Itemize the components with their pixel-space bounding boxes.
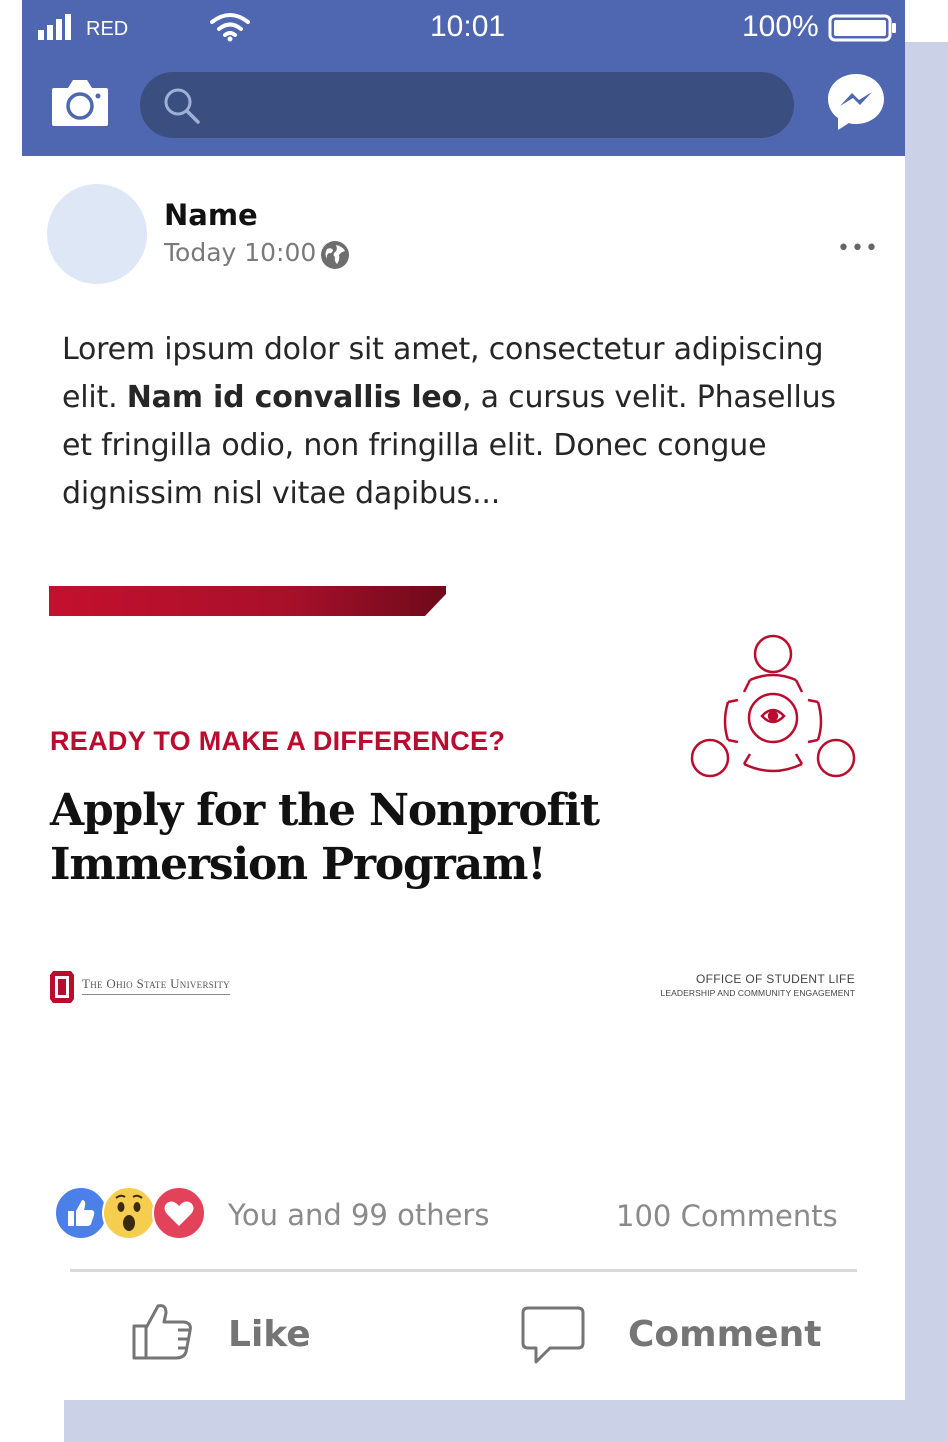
messenger-icon[interactable] (826, 72, 886, 132)
signal-icon (36, 14, 76, 40)
comment-bubble-icon (520, 1304, 586, 1368)
phone-screen (22, 0, 905, 1400)
carrier-label: RED (86, 18, 129, 40)
post-image[interactable] (22, 570, 905, 1130)
divider (70, 1269, 857, 1272)
office-branding (661, 972, 855, 998)
avatar[interactable] (47, 184, 147, 284)
comment-label: Comment (628, 1314, 822, 1355)
more-options-button[interactable]: ••• (837, 236, 879, 261)
globe-icon (320, 240, 350, 270)
ad-headline (50, 784, 599, 892)
ohio-state-logo (49, 970, 75, 1004)
camera-icon[interactable] (50, 76, 110, 128)
top-navbar (22, 56, 905, 156)
battery-icon (828, 14, 898, 44)
post-text-rest: , a cursus velit. Phasellus et fringilla odio, non fringilla elit. Donec congue dignissim nisl vitae dapibus... (62, 380, 836, 511)
post-text-intro: Lorem ipsum dolor sit amet, consectetur adipiscing elit. (62, 332, 824, 415)
comment-button[interactable] (516, 1296, 836, 1376)
like-button[interactable] (122, 1296, 342, 1376)
author-name[interactable]: Name (164, 198, 258, 232)
ad-kicker: READY TO MAKE A DIFFERENCE? (50, 726, 506, 756)
battery-percentage: 100% (742, 10, 819, 43)
red-accent-bar (49, 586, 449, 618)
wow-reaction-icon (102, 1186, 156, 1240)
like-label: Like (228, 1314, 311, 1355)
ad-headline-line-1: Apply for the Nonprofit (50, 785, 599, 836)
like-reaction-icon (54, 1186, 108, 1240)
search-icon (162, 86, 202, 126)
post-text (62, 326, 872, 518)
clock-time: 10:01 (430, 10, 506, 43)
search-input[interactable] (140, 72, 794, 138)
thumbs-up-icon (130, 1300, 196, 1362)
love-reaction-icon (152, 1186, 206, 1240)
status-bar (22, 0, 905, 56)
university-name: The Ohio State University (82, 976, 230, 995)
wifi-icon (210, 12, 250, 42)
community-circle-icon (688, 632, 858, 792)
office-department: LEADERSHIP AND COMMUNITY ENGAGEMENT (660, 988, 855, 998)
post-text-bold: Nam id convallis leo (126, 380, 462, 415)
office-name: OFFICE OF STUDENT LIFE (695, 972, 855, 986)
post-timestamp[interactable]: Today 10:00 (164, 238, 317, 267)
reaction-icons[interactable] (54, 1186, 204, 1240)
reactions-summary[interactable]: You and 99 others (228, 1198, 490, 1232)
ad-headline-line-2: Immersion Program! (50, 839, 546, 890)
comments-count[interactable]: 100 Comments (616, 1199, 838, 1233)
